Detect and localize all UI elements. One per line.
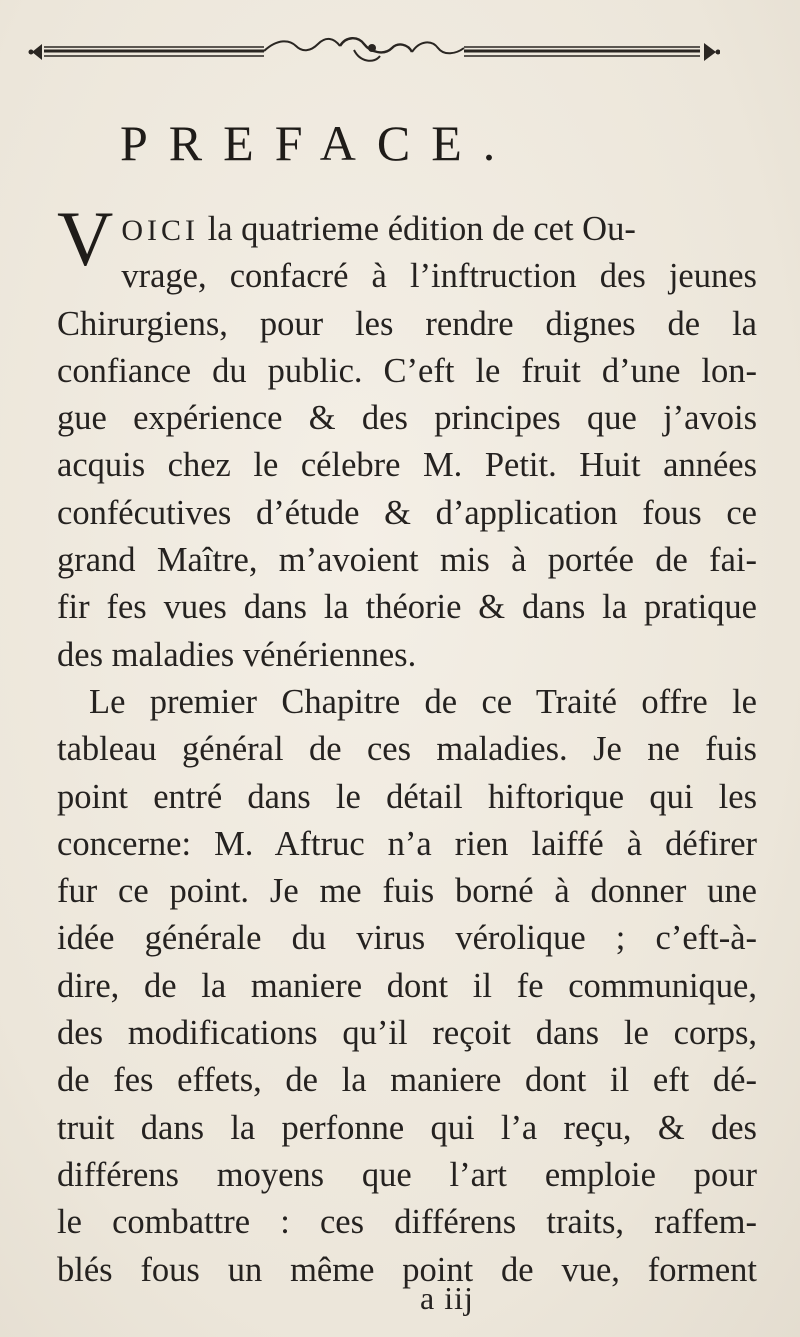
ornamental-header-rule bbox=[28, 34, 720, 70]
drop-capital: V bbox=[57, 195, 114, 282]
text-line bbox=[57, 206, 757, 253]
text-line: gue expérience & des principes que j’avois bbox=[57, 399, 757, 438]
text-line: différens moyens que l’art emploie pour bbox=[57, 1155, 757, 1194]
preface-text bbox=[57, 195, 757, 1294]
text-line: blés fous un même point de vue, forment bbox=[57, 1250, 757, 1289]
text-line: vrage, confacré à l’inftruction des jeunes bbox=[121, 257, 757, 296]
text-line: Le premier Chapitre de ce Traité offre le bbox=[89, 682, 757, 721]
text-line: fur ce point. Je me fuis borné à donner une bbox=[57, 872, 757, 911]
text-line: des maladies vénériennes. bbox=[57, 635, 417, 674]
first-line-text: la quatrieme édition de cet Ou- bbox=[207, 210, 636, 248]
text-line: grand Maître, m’avoient mis à portée de fai- bbox=[57, 541, 757, 580]
text-line: confécutives d’étude & d’application fous ce bbox=[57, 493, 757, 532]
text-line: acquis chez le célebre M. Petit. Huit années bbox=[57, 446, 757, 485]
text-line: point entré dans le détail hiftorique qui les bbox=[57, 777, 757, 816]
signature-mark: a iij bbox=[420, 1280, 474, 1316]
text-line: le combattre : ces différens traits, raffem- bbox=[57, 1203, 757, 1242]
text-line: dire, de la maniere dont il fe communique, bbox=[57, 966, 757, 1005]
text-line: concerne: M. Aftruc n’a rien laiffé à défirer bbox=[57, 824, 757, 863]
text-line: des modifications qu’il reçoit dans le corps, bbox=[57, 1014, 757, 1053]
text-line: de fes effets, de la maniere dont il eft dé- bbox=[57, 1061, 757, 1100]
text-line: fir fes vues dans la théorie & dans la pratique bbox=[57, 588, 757, 627]
text-line: Chirurgiens, pour les rendre dignes de la bbox=[57, 304, 757, 343]
text-line: truit dans la perfonne qui l’a reçu, & des bbox=[57, 1108, 757, 1147]
small-caps-word: OICI bbox=[121, 214, 199, 247]
text-line: tableau général de ces maladies. Je ne fuis bbox=[57, 730, 757, 769]
text-line: idée générale du virus vérolique ; c’eft-à- bbox=[57, 919, 757, 958]
page-title: PREFACE. bbox=[120, 115, 517, 171]
text-line: confiance du public. C’eft le fruit d’une lon- bbox=[57, 351, 757, 390]
